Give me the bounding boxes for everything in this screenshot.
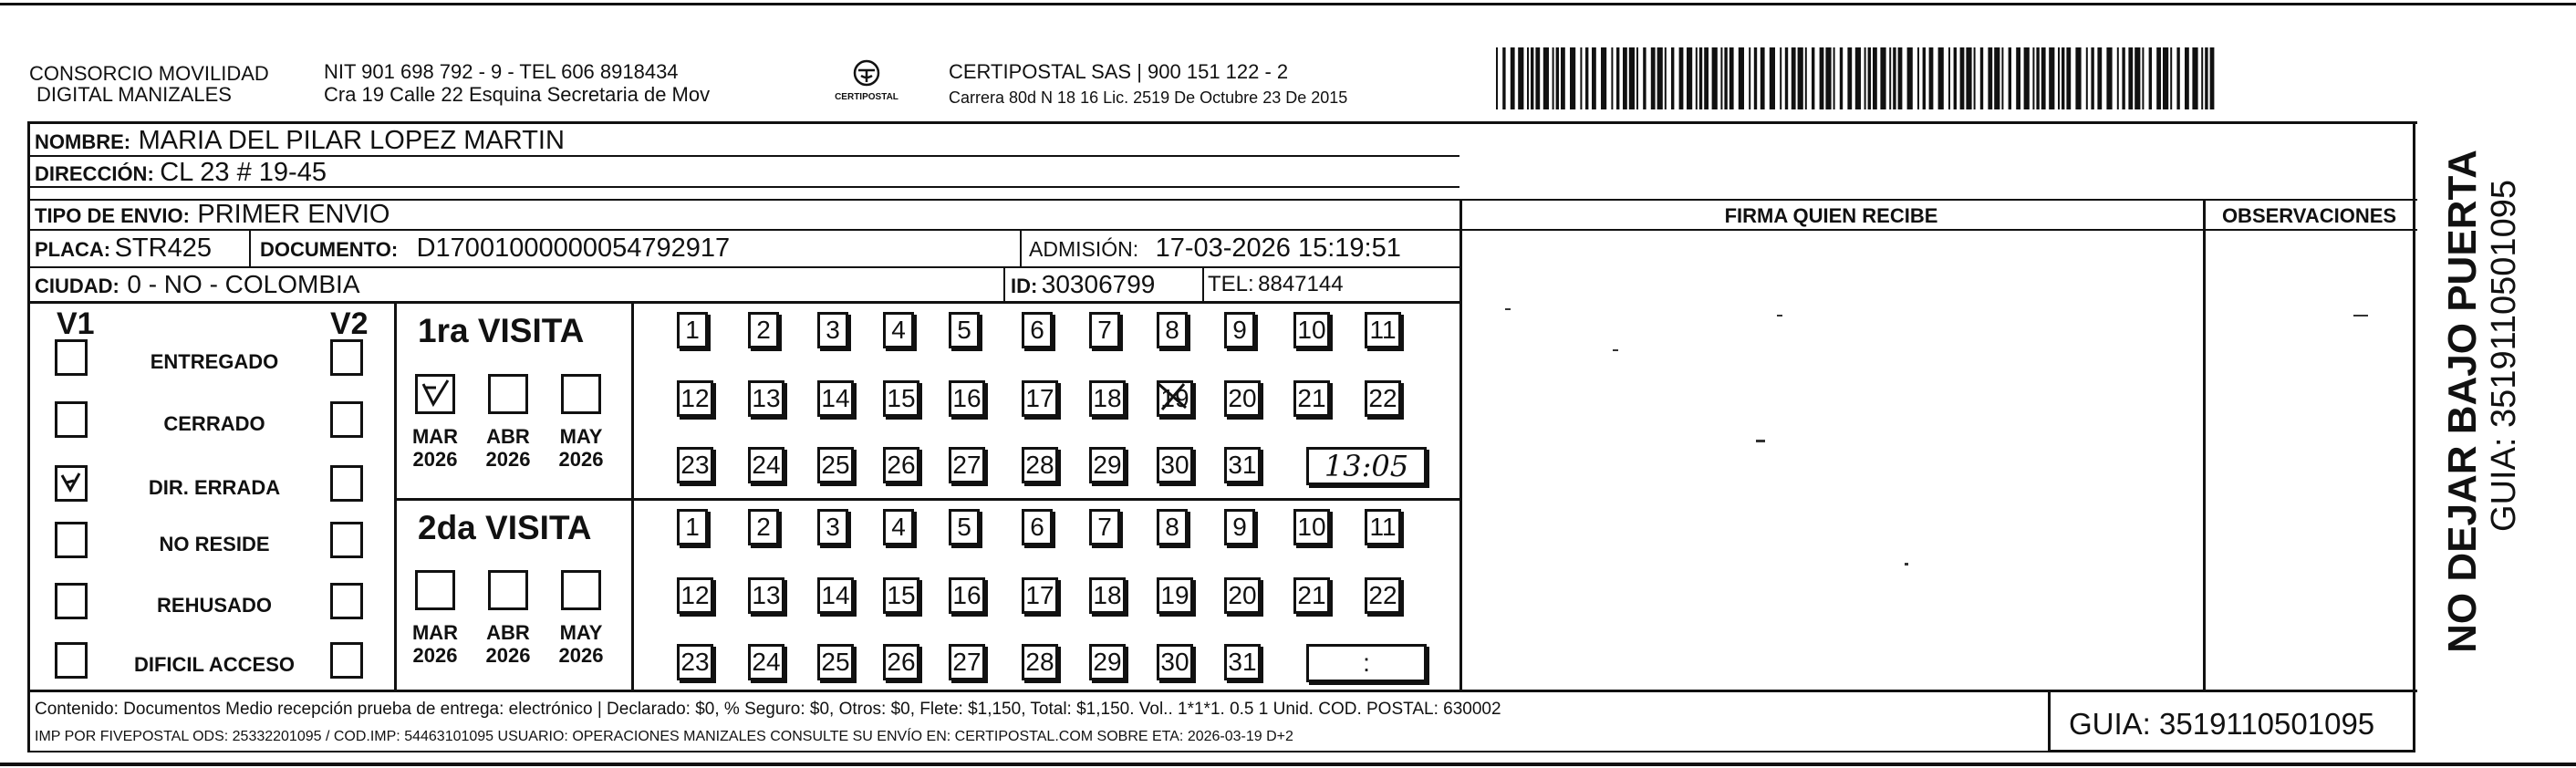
barcode-bar bbox=[1651, 47, 1656, 109]
cell-divider bbox=[1003, 267, 1005, 302]
row-line bbox=[27, 301, 1459, 304]
side-guide-panel bbox=[2477, 146, 2531, 657]
scan-mark bbox=[2353, 315, 2368, 317]
first-visit-day-box[interactable]: 18 bbox=[1089, 380, 1126, 417]
barcode-bar bbox=[2163, 47, 2168, 109]
second-visit-day-box[interactable]: 27 bbox=[949, 644, 985, 680]
second-visit-day-box[interactable]: 19 bbox=[1157, 577, 1193, 614]
barcode-bar bbox=[2041, 47, 2046, 109]
first-visit-day-box[interactable]: 17 bbox=[1022, 380, 1058, 417]
v2-header: V2 bbox=[330, 306, 369, 341]
second-visit-month-label: MAR 2026 bbox=[411, 621, 459, 668]
first-visit-day-box[interactable]: 13 bbox=[748, 380, 784, 417]
footer-guide-number: GUIA: 3519110501095 bbox=[2069, 707, 2375, 741]
first-visit-month-label: MAY 2026 bbox=[558, 425, 604, 472]
barcode-bar bbox=[1616, 47, 1619, 109]
status-divider bbox=[394, 301, 397, 691]
first-visit-day-box[interactable]: 23 bbox=[677, 447, 713, 483]
barcode-bar bbox=[2149, 47, 2152, 109]
barcode-bar bbox=[1966, 47, 1971, 109]
footer-content-line: Contenido: Documentos Medio recepción prueba de entrega: electrónico | Declarado: $0, % Seguro: $0, Otros: $0, Flete: $1,150, Total: $1,150. Vol.. 1*1*1. 0.5 1 Unid. COD. POSTAL: 630002 bbox=[35, 700, 1501, 719]
admission-field bbox=[1029, 235, 1401, 262]
v1-checkbox[interactable] bbox=[55, 465, 88, 502]
barcode-bar bbox=[1502, 47, 1505, 109]
tel-label: TEL: bbox=[1208, 272, 1254, 296]
barcode-bar bbox=[1543, 47, 1549, 109]
barcode-bar bbox=[1847, 47, 1852, 109]
barcode-bar bbox=[1570, 47, 1575, 109]
barcode-bar bbox=[1825, 47, 1831, 109]
barcode-bar bbox=[2024, 47, 2030, 109]
second-visit-day-box[interactable]: 1 bbox=[677, 509, 708, 545]
barcode-bar bbox=[1704, 47, 1709, 109]
first-visit-day-box[interactable]: 31 bbox=[1224, 447, 1261, 483]
second-visit-day-box[interactable]: 26 bbox=[883, 644, 919, 680]
first-visit-day-box[interactable]: 26 bbox=[883, 447, 919, 483]
tel-value: 8847144 bbox=[1258, 272, 1344, 296]
barcode-bar bbox=[2176, 47, 2179, 109]
second-visit-day-box[interactable]: 31 bbox=[1224, 644, 1261, 680]
barcode-bar bbox=[1535, 47, 1540, 109]
plate-value: STR425 bbox=[114, 234, 212, 263]
v2-checkbox[interactable] bbox=[330, 642, 363, 679]
barcode-bar bbox=[1580, 47, 1582, 109]
barcode-bar bbox=[1696, 47, 1698, 109]
second-visit-day-box[interactable]: 6 bbox=[1022, 509, 1053, 545]
barcode-bar bbox=[1585, 47, 1588, 109]
first-visit-day-box[interactable]: 22 bbox=[1365, 380, 1401, 417]
second-visit-day-box[interactable]: 9 bbox=[1224, 509, 1255, 545]
first-visit-day-box[interactable]: 21 bbox=[1293, 380, 1330, 417]
second-visit-day-box[interactable]: 13 bbox=[748, 577, 784, 614]
second-visit-month-checkbox[interactable] bbox=[488, 570, 528, 610]
barcode-bar bbox=[2156, 47, 2161, 109]
barcode-bar bbox=[2001, 47, 2003, 109]
barcode-bar bbox=[1880, 47, 1885, 109]
barcode-bar bbox=[1812, 47, 1814, 109]
barcode-bar bbox=[2122, 47, 2124, 109]
second-visit-day-box[interactable]: 24 bbox=[748, 644, 784, 680]
first-visit-day-box[interactable]: 28 bbox=[1022, 447, 1058, 483]
second-visit-day-box[interactable]: 17 bbox=[1022, 577, 1058, 614]
barcode-bar bbox=[1496, 47, 1498, 109]
cross-mark-icon bbox=[1155, 380, 1191, 413]
first-visit-month-label: MAR 2026 bbox=[411, 425, 459, 472]
v2-checkbox[interactable] bbox=[330, 339, 363, 376]
second-visit-day-box[interactable]: 16 bbox=[949, 577, 985, 614]
signature-area[interactable] bbox=[1469, 237, 2194, 684]
barcode-bar bbox=[1980, 47, 1983, 109]
barcode-bar bbox=[1840, 47, 1843, 109]
barcode-bar bbox=[2049, 47, 2054, 109]
second-visit-day-box[interactable]: 20 bbox=[1224, 577, 1261, 614]
barcode-bar bbox=[1592, 47, 1596, 109]
barcode-bar bbox=[1712, 47, 1718, 109]
barcode-bar bbox=[1561, 47, 1565, 109]
svg-text:CERTIPOSTAL: CERTIPOSTAL bbox=[835, 92, 898, 102]
barcode-bar bbox=[1720, 47, 1722, 109]
scan-mark bbox=[1777, 315, 1782, 317]
form-left-line bbox=[27, 121, 30, 691]
signature-header: FIRMA QUIEN RECIBE bbox=[1724, 204, 1938, 227]
check-mark-icon bbox=[57, 468, 85, 499]
v2-checkbox[interactable] bbox=[330, 401, 363, 438]
scan-mark bbox=[1505, 308, 1511, 310]
barcode-bar bbox=[1623, 47, 1627, 109]
observations-area[interactable] bbox=[2212, 237, 2408, 684]
company-name-line2: DIGITAL MANIZALES bbox=[36, 83, 232, 106]
barcode-bar bbox=[2009, 47, 2011, 109]
v1-header: V1 bbox=[57, 306, 95, 341]
second-visit-day-box[interactable]: 2 bbox=[748, 509, 779, 545]
barcode-bar bbox=[2205, 47, 2207, 109]
row-line bbox=[27, 155, 1459, 157]
barcode-bar bbox=[2192, 47, 2197, 109]
barcode-bar bbox=[2066, 47, 2071, 109]
barcode-bar bbox=[1960, 47, 1965, 109]
day-number: 19 bbox=[1160, 384, 1189, 413]
barcode-bar bbox=[1988, 47, 1992, 109]
first-visit-month-checkbox[interactable] bbox=[488, 374, 528, 414]
observations-header: OBSERVACIONES bbox=[2221, 204, 2397, 227]
barcode-bar bbox=[1820, 47, 1824, 109]
side-guide-number: GUIA: 3519110501095 bbox=[2485, 180, 2523, 532]
shipment-type-field bbox=[35, 202, 390, 228]
admission-value: 17-03-2026 15:19:51 bbox=[1155, 234, 1401, 263]
first-visit-day-box[interactable]: 5 bbox=[949, 312, 980, 348]
second-visit-day-box[interactable]: 18 bbox=[1089, 577, 1126, 614]
first-visit-day-box[interactable]: 8 bbox=[1157, 312, 1188, 348]
barcode-bar bbox=[1833, 47, 1835, 109]
barcode-bar bbox=[1687, 47, 1692, 109]
barcode-bar bbox=[1671, 47, 1674, 109]
address-value: CL 23 # 19-45 bbox=[160, 158, 327, 187]
barcode-bar bbox=[1754, 47, 1757, 109]
barcode-bar bbox=[1531, 47, 1533, 109]
second-visit-month-label: MAY 2026 bbox=[558, 621, 604, 668]
barcode-bar bbox=[2106, 47, 2112, 109]
status-label: CERRADO bbox=[163, 412, 265, 435]
second-visit-day-box[interactable]: 5 bbox=[949, 509, 980, 545]
barcode-bar bbox=[1657, 47, 1663, 109]
first-visit-day-box[interactable]: 29 bbox=[1089, 447, 1126, 483]
barcode-bar bbox=[1864, 47, 1866, 109]
company-address: Cra 19 Calle 22 Esquina Secretaria de Mov bbox=[324, 83, 711, 106]
second-visit-day-box[interactable]: 4 bbox=[883, 509, 914, 545]
form-right-line bbox=[2413, 121, 2415, 752]
v1-checkbox[interactable] bbox=[55, 583, 88, 619]
first-visit-day-box[interactable]: 12 bbox=[677, 380, 713, 417]
barcode-bar bbox=[1527, 47, 1529, 109]
city-value: 0 - NO - COLOMBIA bbox=[127, 270, 360, 298]
barcode-bar bbox=[1679, 47, 1684, 109]
barcode-bar bbox=[2128, 47, 2133, 109]
barcode-bar bbox=[2201, 47, 2203, 109]
barcode-bar bbox=[1780, 47, 1781, 109]
cell-divider bbox=[249, 231, 251, 267]
barcode-bar bbox=[2097, 47, 2102, 109]
no-under-door-notice: NO DEJAR BAJO PUERTA bbox=[2440, 150, 2485, 653]
footer-bottom-line bbox=[27, 751, 2048, 752]
second-visit-day-box[interactable]: 7 bbox=[1089, 509, 1120, 545]
carrier-license: Carrera 80d N 18 16 Lic. 2519 De Octubre 23 De 2015 bbox=[949, 88, 1348, 107]
barcode-bar bbox=[1553, 47, 1554, 109]
document-field bbox=[260, 235, 730, 262]
barcode-bar bbox=[2036, 47, 2039, 109]
barcode-bar bbox=[2032, 47, 2034, 109]
certipostal-logo bbox=[835, 55, 898, 109]
barcode-bar bbox=[1643, 47, 1646, 109]
barcode-bar bbox=[1601, 47, 1606, 109]
v2-checkbox[interactable] bbox=[330, 465, 363, 502]
shipment-type-label: TIPO DE ENVIO: bbox=[35, 204, 190, 227]
first-visit-day-box[interactable]: 3 bbox=[817, 312, 848, 348]
name-field bbox=[35, 128, 565, 154]
second-visit-day-box[interactable]: 12 bbox=[677, 577, 713, 614]
first-visit-month-checkbox[interactable] bbox=[415, 374, 455, 414]
second-visit-day-box[interactable]: 3 bbox=[817, 509, 848, 545]
plate-field bbox=[35, 235, 212, 262]
first-visit-day-box[interactable]: 27 bbox=[949, 447, 985, 483]
barcode-bar bbox=[2117, 47, 2119, 109]
v1-checkbox[interactable] bbox=[55, 339, 88, 376]
footer-print-line: IMP POR FIVEPOSTAL ODS: 25332201095 / COD.IMP: 54463101095 USUARIO: OPERACIONES MANIZALES CONSULTE SU ENVÍO EN: CERTIPOSTAL.COM SOBRE ETA: 2026-03-19 D+2 bbox=[35, 729, 1293, 744]
second-visit-day-box[interactable]: 25 bbox=[817, 644, 854, 680]
barcode-bar bbox=[2135, 47, 2140, 109]
barcode-bar bbox=[1556, 47, 1559, 109]
barcode-bar bbox=[1923, 47, 1926, 109]
barcode-bar bbox=[2016, 47, 2020, 109]
check-mark-icon bbox=[418, 377, 452, 411]
barcode-graphic bbox=[1496, 47, 2226, 109]
first-visit-title: 1ra VISITA bbox=[418, 312, 585, 349]
second-visit-day-box[interactable]: 23 bbox=[677, 644, 713, 680]
barcode-bar bbox=[1518, 47, 1523, 109]
barcode-bar bbox=[1785, 47, 1788, 109]
row-line bbox=[27, 229, 2417, 231]
admission-label: ADMISIÓN: bbox=[1029, 237, 1139, 261]
page-bottom-line bbox=[0, 763, 2576, 766]
barcode-bar bbox=[1699, 47, 1702, 109]
barcode-bar bbox=[1770, 47, 1775, 109]
v1-checkbox[interactable] bbox=[55, 522, 88, 558]
barcode-bar bbox=[1917, 47, 1919, 109]
v1-checkbox[interactable] bbox=[55, 401, 88, 438]
second-visit-day-box[interactable]: 15 bbox=[883, 577, 919, 614]
address-field bbox=[35, 160, 327, 186]
barcode-bar bbox=[1898, 47, 1903, 109]
first-visit-month-checkbox[interactable] bbox=[561, 374, 601, 414]
city-label: CIUDAD: bbox=[35, 275, 119, 297]
tel-field bbox=[1208, 274, 1344, 296]
plate-label: PLACA: bbox=[35, 238, 111, 261]
second-visit-day-box[interactable]: 8 bbox=[1157, 509, 1188, 545]
barcode-bar bbox=[1938, 47, 1944, 109]
first-visit-day-box[interactable]: 9 bbox=[1224, 312, 1255, 348]
scan-mark bbox=[1613, 349, 1618, 351]
document-value: D17001000000054792917 bbox=[416, 234, 731, 263]
barcode-bar bbox=[1749, 47, 1750, 109]
id-value: 30306799 bbox=[1041, 270, 1156, 298]
first-visit-day-box[interactable] bbox=[1157, 380, 1193, 417]
barcode-bar bbox=[2185, 47, 2189, 109]
barcode-bar bbox=[1761, 47, 1765, 109]
second-visit-title: 2da VISITA bbox=[418, 509, 592, 546]
second-visit-month-checkbox[interactable] bbox=[415, 570, 455, 610]
first-visit-day-box[interactable]: 16 bbox=[949, 380, 985, 417]
row-line bbox=[27, 266, 1459, 268]
barcode-bar bbox=[1873, 47, 1877, 109]
document-label: DOCUMENTO: bbox=[260, 238, 399, 261]
v1-checkbox[interactable] bbox=[55, 642, 88, 679]
footer-left-line bbox=[27, 690, 30, 752]
visit-months-divider bbox=[631, 301, 634, 691]
barcode-bar bbox=[2142, 47, 2144, 109]
first-visit-day-box[interactable]: 20 bbox=[1224, 380, 1261, 417]
status-label: REHUSADO bbox=[157, 594, 272, 617]
barcode-bar bbox=[1954, 47, 1957, 109]
first-visit-day-box[interactable]: 30 bbox=[1157, 447, 1193, 483]
address-label: DIRECCIÓN: bbox=[35, 162, 154, 185]
barcode-bar bbox=[1665, 47, 1667, 109]
barcode-bar bbox=[1907, 47, 1913, 109]
status-label: NO RESIDE bbox=[159, 533, 270, 555]
second-visit-day-box[interactable]: 10 bbox=[1293, 509, 1330, 545]
name-label: NOMBRE: bbox=[35, 130, 131, 153]
second-visit-month-checkbox[interactable] bbox=[561, 570, 601, 610]
scan-mark bbox=[1905, 563, 1908, 566]
barcode-bar bbox=[1729, 47, 1734, 109]
barcode-bar bbox=[1948, 47, 1950, 109]
second-visit-day-box[interactable]: 29 bbox=[1089, 644, 1126, 680]
barcode-bar bbox=[1636, 47, 1638, 109]
barcode-bar bbox=[1805, 47, 1807, 109]
footer-guide-box bbox=[2048, 690, 2415, 752]
v2-checkbox[interactable] bbox=[330, 583, 363, 619]
first-visit-day-box[interactable]: 11 bbox=[1365, 312, 1401, 348]
barcode-bar bbox=[1611, 47, 1613, 109]
visit-divider bbox=[394, 498, 1459, 501]
city-field bbox=[35, 272, 360, 297]
second-visit-day-box[interactable]: 30 bbox=[1157, 644, 1193, 680]
barcode-bar bbox=[2170, 47, 2172, 109]
second-visit-time-box[interactable]: : bbox=[1306, 644, 1427, 682]
form-top-line bbox=[27, 121, 2417, 124]
company-nit: NIT 901 698 792 - 9 - TEL 606 8918434 bbox=[324, 60, 679, 83]
shipment-type-value: PRIMER ENVIO bbox=[197, 200, 390, 229]
status-label: DIFICIL ACCESO bbox=[133, 653, 295, 676]
status-label: ENTREGADO bbox=[150, 350, 279, 373]
barcode-bar bbox=[1994, 47, 2000, 109]
id-label: ID: bbox=[1011, 275, 1038, 297]
id-field bbox=[1011, 272, 1155, 297]
second-visit-month-label: ABR 2026 bbox=[485, 621, 531, 668]
second-visit-day-box[interactable]: 14 bbox=[817, 577, 854, 614]
second-visit-day-box[interactable]: 21 bbox=[1293, 577, 1330, 614]
first-visit-day-box[interactable]: 24 bbox=[748, 447, 784, 483]
first-visit-day-box[interactable]: 14 bbox=[817, 380, 854, 417]
name-value: MARIA DEL PILAR LOPEZ MARTIN bbox=[138, 126, 565, 155]
carrier-name: CERTIPOSTAL SAS | 900 151 122 - 2 bbox=[949, 60, 1289, 83]
barcode-bar bbox=[1868, 47, 1871, 109]
barcode-bar bbox=[1629, 47, 1635, 109]
observations-divider bbox=[2203, 199, 2206, 691]
second-visit-day-box[interactable]: 28 bbox=[1022, 644, 1058, 680]
first-visit-day-box[interactable]: 15 bbox=[883, 380, 919, 417]
first-visit-day-box[interactable]: 2 bbox=[748, 312, 779, 348]
logo-icon bbox=[835, 55, 898, 109]
barcode-bar bbox=[1792, 47, 1796, 109]
barcode-bar bbox=[1798, 47, 1803, 109]
scan-mark bbox=[1756, 440, 1765, 442]
barcode-bar bbox=[1889, 47, 1891, 109]
top-border-line bbox=[0, 3, 2576, 5]
cell-divider bbox=[1202, 267, 1204, 302]
first-visit-day-box[interactable]: 6 bbox=[1022, 312, 1053, 348]
signature-divider bbox=[1459, 199, 1462, 691]
first-visit-day-box[interactable]: 25 bbox=[817, 447, 854, 483]
status-label: DIR. ERRADA bbox=[148, 476, 281, 499]
barcode-bar bbox=[1855, 47, 1861, 109]
first-visit-day-box[interactable]: 4 bbox=[883, 312, 914, 348]
cell-divider bbox=[1020, 231, 1022, 267]
barcode-bar bbox=[2091, 47, 2093, 109]
first-visit-day-box[interactable]: 10 bbox=[1293, 312, 1330, 348]
barcode-bar bbox=[1893, 47, 1896, 109]
company-name-line1: CONSORCIO MOVILIDAD bbox=[29, 62, 269, 85]
barcode-bar bbox=[2058, 47, 2060, 109]
barcode-bar bbox=[1724, 47, 1727, 109]
barcode-bar bbox=[1511, 47, 1515, 109]
first-visit-day-box[interactable]: 1 bbox=[677, 312, 708, 348]
barcode-bar bbox=[2062, 47, 2064, 109]
barcode-bar bbox=[2075, 47, 2081, 109]
barcode-bar bbox=[1929, 47, 1934, 109]
first-visit-month-label: ABR 2026 bbox=[485, 425, 531, 472]
barcode-bar bbox=[1974, 47, 1976, 109]
second-visit-day-box[interactable]: 22 bbox=[1365, 577, 1401, 614]
barcode-bar bbox=[1739, 47, 1744, 109]
first-visit-day-box[interactable]: 7 bbox=[1089, 312, 1120, 348]
first-visit-time-box[interactable]: 13:05 bbox=[1306, 447, 1427, 485]
v2-checkbox[interactable] bbox=[330, 522, 363, 558]
barcode-bar bbox=[2086, 47, 2088, 109]
barcode-bar bbox=[2210, 47, 2215, 109]
second-visit-day-box[interactable]: 11 bbox=[1365, 509, 1401, 545]
barcode bbox=[1496, 47, 2226, 109]
